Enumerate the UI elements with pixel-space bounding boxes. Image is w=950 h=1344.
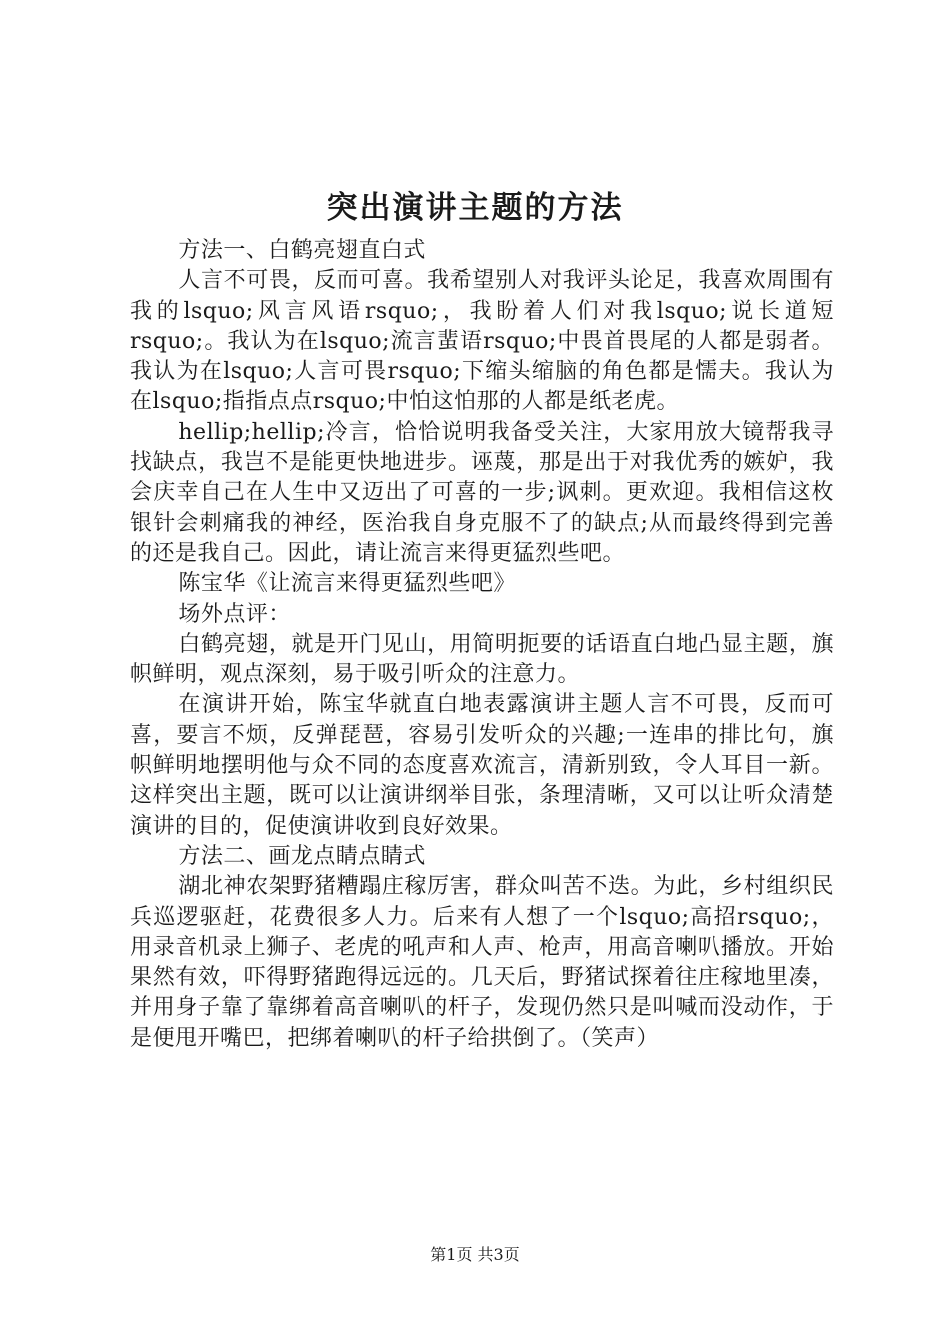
body-paragraph: 人言不可畏，反而可喜。我希望别人对我评头论足，我喜欢周围有我的lsquo;风言风语rsquo;，我盼着人们对我lsquo;说长道短rsquo;。我认为在lsquo;流言蜚语rsquo;中畏首畏尾的人都是弱者。我认为在lsquo;人言可畏rsquo;下缩头缩脑的角色都是懦夫。我认为在lsquo;指指点点rsquo;中怕这怕那的人都是纸老虎。	[130, 268, 834, 415]
section-heading-method-two: 方法二、画龙点睛点睛式	[178, 843, 426, 869]
body-paragraph: 在演讲开始，陈宝华就直白地表露演讲主题人言不可畏，反而可喜，要言不烦，反弹琵琶，容易引发听众的兴趣;一连串的排比句，旗帜鲜明地摆明他与众不同的态度喜欢流言，清新别致，令人耳目一新。这样突出主题，既可以让演讲纲举目张，条理清晰，又可以让听众清楚演讲的目的，促使演讲收到良好效果。	[130, 692, 834, 839]
commentary-heading: 场外点评：	[178, 601, 291, 627]
body-paragraph: hellip;hellip;冷言，恰恰说明我备受关注，大家用放大镜帮我寻找缺点，我岂不是能更快地进步。诬蔑，那是出于对我优秀的嫉妒，我会庆幸自己在人生中又迈出了可喜的一步;讽刺。更欢迎。我相信这枚银针会刺痛我的神经，医治我自身克服不了的缺点;从而最终得到完善的还是我自己。因此，请让流言来得更猛烈些吧。	[130, 419, 834, 566]
body-paragraph: 白鹤亮翅，就是开门见山，用简明扼要的话语直白地凸显主题，旗帜鲜明，观点深刻，易于吸引听众的注意力。	[130, 631, 834, 688]
body-paragraph: 湖北神农架野猪糟蹋庄稼厉害，群众叫苦不迭。为此，乡村组织民兵巡逻驱赶，花费很多人力。后来有人想了一个lsquo;高招rsquo;，用录音机录上狮子、老虎的吼声和人声、枪声，用高音喇叭播放。开始果然有效，吓得野猪跑得远远的。几天后，野猪试探着往庄稼地里凑，并用身子靠了靠绑着高音喇叭的杆子，发现仍然只是叫喊而没动作，于是便甩开嘴巴，把绑着喇叭的杆子给拱倒了。（笑声）	[130, 874, 834, 1051]
section-heading-method-one: 方法一、白鹤亮翅直白式	[178, 238, 426, 263]
document-title: 突出演讲主题的方法	[326, 190, 624, 226]
quote-source: 陈宝华《让流言来得更猛烈些吧》	[178, 571, 516, 597]
page-number: 第1页 共3页	[430, 1245, 520, 1264]
document-body	[130, 236, 834, 1054]
